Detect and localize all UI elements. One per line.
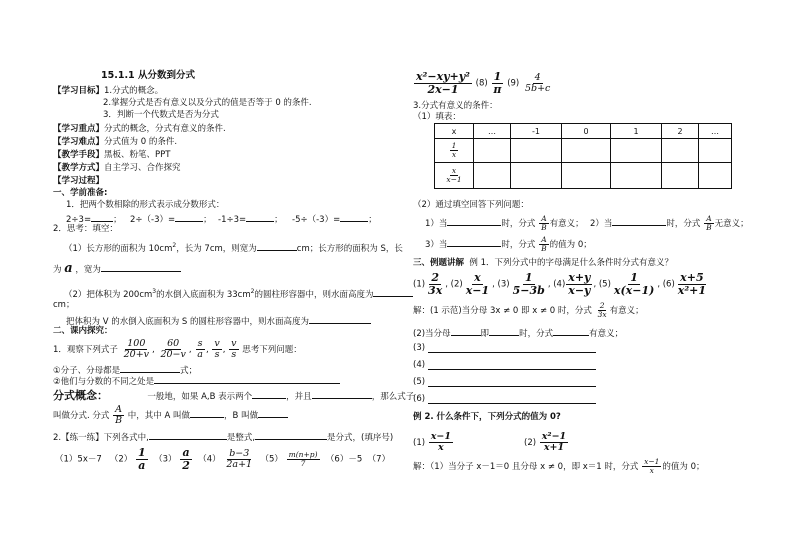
solution-1: 解：(1 示范)当分母 3x ≠ 0 即 x ≠ 0 时，分式 $\frac{2}{3x}$ 有意义；: [413, 301, 644, 319]
table-header-cell: x: [435, 124, 474, 139]
question-2-heading: （2）通过填空回答下列问题：: [413, 200, 529, 210]
observe-question-1: ①分子、分母都是 式；: [53, 363, 197, 377]
solution-2: (2)当分母 即 时，分式 有意义；: [413, 326, 623, 340]
practice-line: 2.【练一练】下列各式中, 是整式, 是分式，(填序号): [53, 430, 393, 444]
table-row: [435, 163, 732, 189]
fraction-1-over-x-x-minus-1: $\frac{1}{x(x-1)}$: [613, 271, 655, 297]
answer-line-label: (3): [413, 343, 426, 353]
fraction-a-over-2: $\frac{a}{2}$: [182, 446, 190, 472]
key-point: 【学习重点】分式的概念，分式有意义的条件.: [53, 124, 226, 134]
prep-item-3: -1÷3= ；: [218, 212, 283, 226]
example-2-fraction-2: (2) $\frac{\text{x²−1}}{x+1}$: [524, 431, 567, 453]
fill-table: [434, 123, 732, 189]
answer-line-rule: [428, 386, 596, 387]
prep-instruction: 1．把两个数相除的形式表示成分数形式：: [66, 200, 225, 210]
answer-line-label: (6): [413, 394, 426, 404]
concept-line-1: 分式概念： 一般地，如果 A,B 表示两个 ，并且 ，那么式子: [53, 389, 415, 402]
fraction-60-over-20-minus-v: $\frac{60}{20-v}$: [160, 338, 186, 360]
answer-line-label: (4): [413, 360, 426, 370]
goal-line-3: 3．判断一个代数式是否为分式: [103, 110, 219, 120]
question-2-cont: 把体积为 V 的水倒入底面积为 S 的圆柱形容器中，则水面高度为: [66, 314, 371, 328]
observe-line: 1．观察下列式子 $\frac{100}{20+v}$ , $\frac{60}{20-v}$ , $\frac{s}{a}$ , $\frac{v}{s}$ , $\frac{v}{s}$ 思考下列问题：: [53, 338, 302, 360]
explore-heading: 二、课内探究：: [53, 326, 113, 336]
answer-line-label: (5): [413, 377, 426, 387]
table-header-cell: …: [699, 124, 732, 139]
fraction-x-over-x-minus-1: $\frac{x}{x-1}$: [465, 271, 490, 297]
table-header-cell: -1: [511, 124, 562, 139]
fill-heading: （1）填表：: [413, 112, 461, 122]
question-2: （2）把体积为 $200cm^3$的水倒入底面积为 $33cm^2$的圆柱形容器中，则水面高度为: [64, 286, 413, 301]
table-header-cell: 0: [562, 124, 611, 139]
table-header-cell: …: [474, 124, 511, 139]
row-label-x-over-x-minus-1: $\frac{x}{x-1}$: [435, 163, 474, 189]
question-1-cont: 为 a ，宽为: [53, 262, 181, 276]
fraction-x-plus-y-over-x-minus-y: $\frac{x+y}{x-y}$: [568, 271, 591, 297]
observe-question-2: ②他们与分数的不同之处是: [53, 374, 340, 388]
fraction-m-n-plus-p-over-7: $\frac{m(n+p)}{7}$: [288, 449, 318, 468]
fraction-1-over-pi: $\frac{1}{\pi}$: [493, 70, 502, 96]
difficult-point: 【学习难点】分式值为 0 的条件.: [53, 137, 178, 147]
answer-line-1: 1）当 时，分式 $\frac{A}{B}$ 有意义；: [425, 214, 584, 232]
fraction-x-minus-1-over-x: $\frac{x-1}{x}$: [430, 431, 451, 453]
fraction-1-over-a: $\frac{1}{a}$: [138, 446, 146, 472]
final-solution: 解：（1）当分子 x－1＝0 且分母 x ≠ 0，即 x＝1 时，分式 $\frac{x-1}{x}$ 的值为 0；: [413, 457, 705, 475]
goal-line-2: 2.掌握分式是否有意义以及分式的值是否等于 0 的条件.: [103, 98, 312, 108]
table-header-cell: 1: [611, 124, 662, 139]
fraction-x2-minus-1-over-x-plus-1: $\frac{\text{x²−1}}{x+1}$: [541, 431, 567, 453]
teaching-method: 【教学方式】自主学习、合作探究: [53, 163, 181, 173]
answer-line-rule: [428, 403, 596, 404]
practice-items: （1）5x－7 （2） $\frac{1}{a}$ （3） $\frac{a}{2}$ （4） $\frac{b-3}{2a+1}$ （5） $\frac{m(n+p)}{7}$ （6）－5 （7）: [55, 446, 391, 472]
prep-heading: 一、学前准备:: [53, 188, 108, 198]
fraction-s-over-a: $\frac{s}{a}$: [197, 338, 203, 360]
prep-item-2: 2÷（-3）= ；: [130, 212, 212, 226]
fraction-v-over-s-2: $\frac{v}{s}$: [231, 338, 237, 360]
fraction-v-over-s: $\frac{v}{s}$: [214, 338, 220, 360]
prep-item-4: -5÷（-3）= ；: [292, 212, 377, 226]
example-1-line: 三、例题讲解 例 1．下列分式中的字母满足什么条件时分式有意义？: [413, 258, 674, 268]
fraction-4-over-5b-plus-c: $\frac{4}{5b+c}$: [524, 71, 551, 94]
row-label-1-over-x: $\frac{1}{x}$: [435, 139, 474, 163]
example-2-fraction-1: (1) $\frac{x-1}{x}$: [413, 431, 451, 453]
teaching-tools: 【教学手段】黑板、粉笔、PPT: [53, 150, 171, 160]
example-1-fractions: (1) $\frac{2}{3x}$ , (2) $\frac{x}{x-1}$ , (3) $\frac{1}{5-3b}$ , (4) $\frac{x+y}{x-y}$ , (5) $\frac{1}{x(x-1)}$ , (6) $\frac{x+5}{\text{x²+1}}$: [413, 271, 707, 297]
fraction-2-over-3x: $\frac{2}{3x}$: [428, 271, 443, 297]
answer-line-3: 3）当 时，分式 $\frac{A}{B}$ 的值为 0；: [425, 235, 592, 253]
concept-line-2: 叫做分式. 分式 $\frac{A}{B}$ 中，其中 A 叫做 ，B 叫做: [53, 405, 288, 426]
answer-line-rule: [428, 352, 596, 353]
example-2-line: 例 2. 什么条件下，下列分式的值为 0?: [413, 412, 561, 422]
question-1: （1）长方形的面积为 $10cm^2$，长为 7cm，则宽为 cm；长方形的面积为 S，长: [64, 242, 403, 254]
fraction-b-minus-3-over-2a-plus-1: $\frac{b-3}{2a+1}$: [226, 447, 253, 470]
question-2-unit: cm；: [53, 300, 75, 310]
fraction-1-over-5-minus-3b: $\frac{1}{5-3b}$: [512, 271, 545, 297]
condition-heading: 3.分式有意义的条件：: [413, 101, 498, 111]
table-row: [435, 139, 732, 163]
prep-item-1: 2÷3= ；: [66, 212, 122, 226]
fraction-A-over-B: $\frac{A}{B}$: [115, 404, 123, 426]
answer-line-rule: [428, 369, 596, 370]
fraction-100-over-20-plus-v: $\frac{100}{20+v}$: [123, 338, 150, 360]
continued-items: $\frac{\text{x²−xy+y²}}{2x-1}$ (8) $\frac{1}{\pi}$ (9) $\frac{4}{5b+c}$: [416, 70, 551, 96]
fraction-x2-xy-y2-over-2x-1: $\frac{\text{x²−xy+y²}}{2x-1}$: [416, 70, 470, 96]
answer-line-2: 2）当 时，分式 $\frac{A}{B}$ 无意义；: [590, 214, 749, 232]
goal-line-1: 【学习目标】1.分式的概念。: [53, 86, 164, 96]
table-header-cell: 2: [662, 124, 699, 139]
page-title: 15.1.1 从分数到分式: [101, 70, 195, 81]
process-heading: 【学习过程】: [53, 176, 105, 186]
fraction-x-plus-5-over-x2-plus-1: $\frac{x+5}{\text{x²+1}}$: [677, 271, 707, 297]
think-heading: 2．思考：填空：: [53, 224, 118, 234]
